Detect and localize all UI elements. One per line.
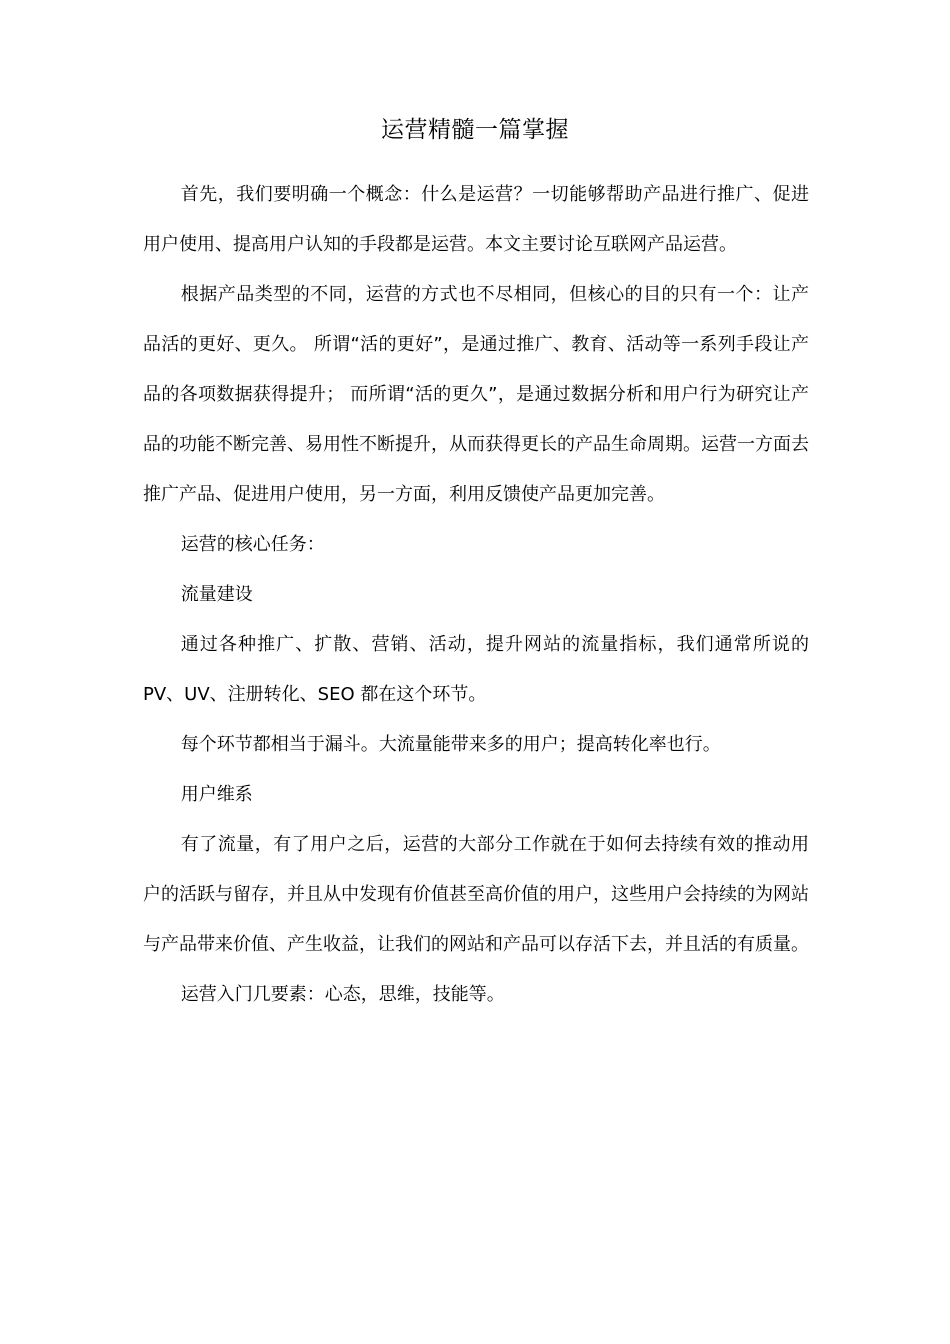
paragraph-intro: 首先，我们要明确一个概念：什么是运营？一切能够帮助产品进行推广、促进用户使用、提高用户认知的手段都是运营。本文主要讨论互联网产品运营。 — [143, 184, 809, 255]
paragraph-user-retention-detail: 有了流量，有了用户之后，运营的大部分工作就在于如何去持续有效的推动用户的活跃与留存，并且从中发现有价值甚至高价值的用户，这些用户会持续的为网站与产品带来价值、产生收益，让我们的网站和产品可以存活下去，并且活的有质量。 — [143, 834, 809, 955]
paragraph-funnel: 每个环节都相当于漏斗。大流量能带来多的用户；提高转化率也行。 — [180, 734, 721, 755]
document-body — [143, 170, 809, 1020]
paragraph-user-retention-heading: 用户维系 — [180, 784, 253, 805]
document-title: 运营精髓一篇掌握 — [381, 117, 569, 143]
paragraph-elements: 运营入门几要素：心态，思维，技能等。 — [180, 984, 505, 1005]
paragraph-core-purpose: 根据产品类型的不同，运营的方式也不尽相同，但核心的目的只有一个：让产品活的更好、更久。 所谓“活的更好”，是通过推广、教育、活动等一系列手段让产品的各项数据获得提升； 而所谓“活的更久”，是通过数据分析和用户行为研究让产品的功能不断完善、易用性不断提升，从而获得更长的产品生命周期。运营一方面去推广产品、促进用户使用，另一方面，利用反馈使产品更加完善。 — [143, 284, 809, 505]
paragraph-traffic-detail: 通过各种推广、扩散、营销、活动，提升网站的流量指标，我们通常所说的PV、UV、注册转化、SEO 都在这个环节。 — [143, 634, 809, 705]
paragraph-traffic-heading: 流量建设 — [180, 584, 253, 605]
paragraph-core-tasks-heading: 运营的核心任务： — [180, 534, 325, 555]
